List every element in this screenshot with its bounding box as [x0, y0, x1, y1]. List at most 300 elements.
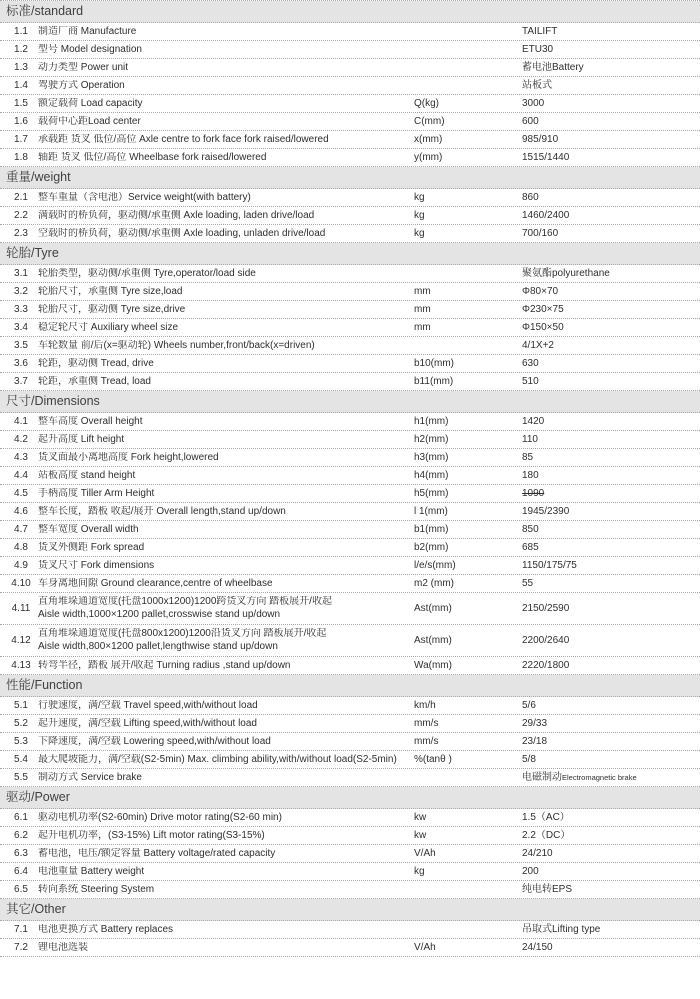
- row-label: [38, 340, 412, 352]
- row-value-text: 2220/1800: [522, 659, 570, 671]
- spec-row: [0, 77, 700, 95]
- row-value-text: 吊取式Lifting type: [522, 923, 601, 935]
- row-value: [520, 942, 700, 954]
- spec-row: [0, 207, 700, 225]
- spec-row: [0, 373, 700, 391]
- row-unit: y(mm): [414, 151, 443, 163]
- spec-row: [0, 355, 700, 373]
- row-unit: h3(mm): [414, 451, 449, 463]
- row-label: [38, 376, 412, 388]
- row-label: [38, 452, 412, 464]
- row-unit: kw: [414, 829, 427, 841]
- row-value-text: 850: [522, 523, 539, 535]
- row-label-line1: 整车高度 Overall height: [38, 415, 143, 427]
- row-value: [520, 488, 700, 500]
- row-label: [38, 358, 412, 370]
- row-unit: x(mm): [414, 133, 443, 145]
- row-value: [520, 152, 700, 164]
- row-value: [520, 416, 700, 428]
- row-number: 1.8: [14, 151, 28, 163]
- row-label: [38, 736, 412, 748]
- row-number: 4.8: [14, 541, 28, 553]
- row-value-text: 1515/1440: [522, 151, 570, 163]
- spec-row: [0, 575, 700, 593]
- row-number: 2.1: [14, 191, 28, 203]
- row-value: [520, 62, 700, 74]
- spec-row: [0, 863, 700, 881]
- row-value-text: 1420: [522, 415, 545, 427]
- spec-row: [0, 59, 700, 77]
- row-label-line1: 车身离地间隙 Ground clearance,centre of wheelbase: [38, 577, 273, 589]
- spec-row: [0, 113, 700, 131]
- row-value: [520, 718, 700, 730]
- row-unit: b11(mm): [414, 375, 454, 387]
- spec-row: [0, 467, 700, 485]
- row-label: [38, 62, 412, 74]
- spec-row: [0, 131, 700, 149]
- row-label-line1: 货叉外侧距 Fork spread: [38, 541, 145, 553]
- spec-row: [0, 337, 700, 355]
- row-value-text: 2200/2640: [522, 634, 570, 646]
- row-unit: Wa(mm): [414, 659, 452, 671]
- row-value: [520, 192, 700, 204]
- spec-row: [0, 149, 700, 167]
- row-value: [520, 44, 700, 56]
- row-unit: kw: [414, 811, 427, 823]
- row-value-text: 860: [522, 191, 539, 203]
- row-label: [38, 304, 412, 316]
- row-unit: mm: [414, 321, 431, 333]
- row-number: 3.2: [14, 285, 28, 297]
- row-label: [38, 210, 412, 222]
- row-label-line1: 承载距 货叉 低位/高位 Axle centre to fork face fork raised/lowered: [38, 133, 329, 145]
- row-number: 4.12: [11, 634, 31, 646]
- row-label: [38, 286, 412, 298]
- spec-row: [0, 431, 700, 449]
- row-unit: b1(mm): [414, 523, 449, 535]
- row-label-line1: 站板高度 stand height: [38, 469, 136, 481]
- row-label: [38, 924, 412, 936]
- row-label-line1: 动力类型 Power unit: [38, 61, 129, 73]
- row-label: [38, 80, 412, 92]
- row-label-line1: 驾驶方式 Operation: [38, 79, 125, 91]
- row-value: [520, 603, 700, 615]
- row-label-line1: 手柄高度 Tiller Arm Height: [38, 487, 155, 499]
- spec-row: [0, 751, 700, 769]
- row-value: [520, 26, 700, 38]
- row-label: [38, 848, 412, 860]
- row-label-line1: 最大爬坡能力，满/空载(S2-5min) Max. climbing ability,with/without load(S2-5min): [38, 753, 397, 765]
- spec-row: [0, 733, 700, 751]
- section-header-1: 标准/standard: [0, 1, 700, 23]
- row-label: [38, 884, 412, 896]
- row-label: [38, 44, 412, 56]
- row-number: 4.3: [14, 451, 28, 463]
- row-unit: h2(mm): [414, 433, 449, 445]
- row-number: 4.5: [14, 487, 28, 499]
- spec-row: [0, 557, 700, 575]
- row-label: [38, 152, 412, 164]
- row-number: 4.10: [11, 577, 31, 589]
- spec-row: [0, 921, 700, 939]
- row-label-line1: 轴距 货叉 低位/高位 Wheelbase fork raised/lowered: [38, 151, 267, 163]
- row-number: 1.5: [14, 97, 28, 109]
- spec-row: [0, 625, 700, 657]
- spec-row: [0, 189, 700, 207]
- row-number: 3.6: [14, 357, 28, 369]
- row-value: [520, 812, 700, 824]
- row-number: 3.4: [14, 321, 28, 333]
- row-label: [38, 660, 412, 672]
- row-label: [38, 772, 412, 784]
- row-unit: mm/s: [414, 735, 439, 747]
- row-value-text: 2150/2590: [522, 602, 570, 614]
- row-value: [520, 578, 700, 590]
- spec-row: [0, 503, 700, 521]
- row-unit: b2(mm): [414, 541, 449, 553]
- row-value: [520, 98, 700, 110]
- row-number: 6.3: [14, 847, 28, 859]
- section-header-5: 性能/Function: [0, 675, 700, 697]
- row-number: 2.2: [14, 209, 28, 221]
- section-header-2: 重量/weight: [0, 167, 700, 189]
- row-label: [38, 134, 412, 146]
- spec-row: [0, 23, 700, 41]
- spec-row: [0, 539, 700, 557]
- row-label-line1: 空载时的桥负荷，驱动侧/承重侧 Axle loading, unladen drive/load: [38, 227, 326, 239]
- spec-row: [0, 657, 700, 675]
- row-value-text: 5/6: [522, 699, 536, 711]
- row-label-line1: 转弯半径，踏板 展开/收起 Turning radius ,stand up/down: [38, 659, 291, 671]
- row-value: [520, 866, 700, 878]
- row-label-line1: 载荷中心距Load center: [38, 115, 141, 127]
- row-unit: Ast(mm): [414, 634, 452, 646]
- spec-row: [0, 521, 700, 539]
- section-header-3: 轮胎/Tyre: [0, 243, 700, 265]
- row-label-line1: 轮胎类型，驱动侧/承重侧 Tyre,operator/load side: [38, 267, 256, 279]
- spec-row: [0, 845, 700, 863]
- row-label: [38, 268, 412, 280]
- row-number: 3.3: [14, 303, 28, 315]
- row-value-text: 1090: [522, 487, 545, 499]
- row-label: [38, 812, 412, 824]
- row-number: 1.1: [14, 25, 28, 37]
- row-unit: kg: [414, 227, 425, 239]
- row-value: [520, 660, 700, 672]
- row-value-text: 600: [522, 115, 539, 127]
- spec-row: [0, 827, 700, 845]
- spec-row: [0, 697, 700, 715]
- row-label: [38, 26, 412, 38]
- row-value-text: 85: [522, 451, 534, 463]
- row-number: 4.4: [14, 469, 28, 481]
- row-label-line1: 制造厂商 Manufacture: [38, 25, 137, 37]
- row-label-line1: 直角堆垛通道宽度(托盘1000x1200)1200跨货叉方向 踏板展开/收起: [38, 596, 332, 607]
- row-unit: Ast(mm): [414, 602, 452, 614]
- row-value-text: 700/160: [522, 227, 559, 239]
- row-label: [38, 754, 412, 766]
- row-label: [38, 192, 412, 204]
- row-label: [38, 700, 412, 712]
- row-number: 1.6: [14, 115, 28, 127]
- row-label: [38, 596, 412, 621]
- row-label: [38, 506, 412, 518]
- row-value-text: 685: [522, 541, 539, 553]
- row-value: [520, 542, 700, 554]
- row-value-text: Φ230×75: [522, 303, 564, 315]
- row-value: [520, 228, 700, 240]
- row-label: [38, 98, 412, 110]
- row-number: 4.1: [14, 415, 28, 427]
- row-number: 4.2: [14, 433, 28, 445]
- row-value-text: 1150/175/75: [522, 559, 577, 571]
- row-value: [520, 884, 700, 896]
- spec-row: [0, 301, 700, 319]
- row-label-line1: 货叉面最小离地高度 Fork height,lowered: [38, 451, 219, 463]
- row-label-line1: 下降速度，满/空载 Lowering speed,with/without load: [38, 735, 271, 747]
- row-value-text: Φ150×50: [522, 321, 564, 333]
- row-label-line2: Aisle width,1000×1200 pallet,crosswise stand up/down: [38, 609, 281, 620]
- row-number: 3.1: [14, 267, 28, 279]
- row-value: [520, 434, 700, 446]
- row-value-text: 55: [522, 577, 534, 589]
- row-value-text: 1460/2400: [522, 209, 570, 221]
- row-value-text: 110: [522, 433, 538, 445]
- row-unit: V/Ah: [414, 847, 436, 859]
- row-label: [38, 942, 412, 954]
- row-number: 3.5: [14, 339, 28, 351]
- section-header-7: 其它/Other: [0, 899, 700, 921]
- row-label-line1: 转向系统 Steering System: [38, 883, 155, 895]
- row-label-line1: 整车宽度 Overall width: [38, 523, 139, 535]
- row-number: 4.11: [11, 602, 31, 614]
- spec-row: [0, 225, 700, 243]
- row-value-text: 23/18: [522, 735, 548, 747]
- row-value: [520, 524, 700, 536]
- row-number: 5.4: [14, 753, 28, 765]
- row-label-line1: 锂电池选装: [38, 941, 88, 953]
- row-value: [520, 286, 700, 298]
- row-value: [520, 340, 700, 352]
- row-label-line1: 直角堆垛通道宽度(托盘800x1200)1200沿货叉方向 踏板展开/收起: [38, 628, 327, 639]
- row-label: [38, 470, 412, 482]
- row-unit: b10(mm): [414, 357, 455, 369]
- row-value: [520, 924, 700, 936]
- row-value-text: ETU30: [522, 43, 554, 55]
- row-number: 1.4: [14, 79, 28, 91]
- row-unit: Q(kg): [414, 97, 439, 109]
- spec-row: [0, 41, 700, 59]
- row-value: [520, 268, 700, 280]
- row-label-line1: 型号 Model designation: [38, 43, 142, 55]
- row-unit: V/Ah: [414, 941, 436, 953]
- spec-row: [0, 265, 700, 283]
- row-value: [520, 830, 700, 842]
- row-number: 1.7: [14, 133, 28, 145]
- spec-row: [0, 593, 700, 625]
- spec-row: [0, 881, 700, 899]
- row-label-line1: 货叉尺寸 Fork dimensions: [38, 559, 155, 571]
- row-value: [520, 470, 700, 482]
- spec-row: [0, 449, 700, 467]
- row-unit: km/h: [414, 699, 436, 711]
- row-unit: kg: [414, 865, 425, 877]
- row-number: 4.9: [14, 559, 28, 571]
- row-value-text: 1945/2390: [522, 505, 570, 517]
- row-value-text: 29/33: [522, 717, 548, 729]
- spec-row: [0, 939, 700, 957]
- row-value-text: 蓄电池Battery: [522, 61, 584, 73]
- row-label: [38, 866, 412, 878]
- row-unit: h1(mm): [414, 415, 449, 427]
- row-number: 5.2: [14, 717, 28, 729]
- row-label-line1: 驱动电机功率(S2-60min) Drive motor rating(S2-60 min): [38, 811, 282, 823]
- row-label-line1: 整车重量（含电池）Service weight(with battery): [38, 191, 251, 203]
- row-value: [520, 376, 700, 388]
- row-unit: C(mm): [414, 115, 445, 127]
- row-unit: mm/s: [414, 717, 439, 729]
- row-label-line1: 满载时的桥负荷，驱动侧/承重侧 Axle loading, laden drive/load: [38, 209, 315, 221]
- row-unit: l/e/s(mm): [414, 559, 456, 571]
- row-number: 5.3: [14, 735, 28, 747]
- row-unit: m2 (mm): [414, 577, 454, 589]
- row-number: 1.3: [14, 61, 28, 73]
- row-number: 3.7: [14, 375, 28, 387]
- row-value: [520, 322, 700, 334]
- row-label-line1: 额定载荷 Load capacity: [38, 97, 143, 109]
- row-value-text: TAILIFT: [522, 25, 558, 37]
- row-value: [520, 134, 700, 146]
- row-value-text: 3000: [522, 97, 545, 109]
- spec-row: [0, 485, 700, 503]
- row-unit: kg: [414, 191, 425, 203]
- row-value-text: 4/1X+2: [522, 339, 554, 351]
- row-number: 5.5: [14, 771, 28, 783]
- row-label-line1: 起升电机功率，(S3-15%) Lift motor rating(S3-15%): [38, 829, 265, 841]
- row-number: 4.6: [14, 505, 28, 517]
- row-label: [38, 718, 412, 730]
- row-label-line1: 整车长度，踏板 收起/展开 Overall length,stand up/down: [38, 505, 286, 517]
- row-value: [520, 80, 700, 92]
- row-label-line1: 行驶速度，满/空载 Travel speed,with/without load: [38, 699, 258, 711]
- row-value-text: 510: [522, 375, 539, 387]
- row-label: [38, 578, 412, 590]
- spec-row: [0, 283, 700, 301]
- row-number: 4.13: [11, 659, 31, 671]
- row-label: [38, 434, 412, 446]
- row-label: [38, 628, 412, 653]
- row-value: [520, 754, 700, 766]
- row-value: [520, 452, 700, 464]
- row-value-text: 1.5（AC）: [522, 811, 570, 823]
- row-label-line1: 起升速度，满/空载 Lifting speed,with/without load: [38, 717, 257, 729]
- section-header-6: 驱动/Power: [0, 787, 700, 809]
- row-value-suffix: Electromagnetic brake: [562, 772, 637, 782]
- row-label-line1: 电池更换方式 Battery replaces: [38, 923, 174, 935]
- row-value: [520, 304, 700, 316]
- row-label: [38, 560, 412, 572]
- row-value-text: 站板式: [522, 79, 552, 91]
- spec-row: [0, 769, 700, 787]
- row-value-text: 聚氨酯polyurethane: [522, 267, 610, 279]
- row-label: [38, 116, 412, 128]
- row-label-line1: 轮胎尺寸，驱动侧 Tyre size,drive: [38, 303, 186, 315]
- row-label-line1: 轮距，承重侧 Tread, load: [38, 375, 151, 387]
- row-number: 6.2: [14, 829, 28, 841]
- row-number: 1.2: [14, 43, 28, 55]
- row-label-line1: 蓄电池，电压/额定容量 Battery voltage/rated capacity: [38, 847, 276, 859]
- row-label: [38, 416, 412, 428]
- row-value: [520, 700, 700, 712]
- section-header-4: 尺寸/Dimensions: [0, 391, 700, 413]
- row-label-line1: 电池重量 Battery weight: [38, 865, 145, 877]
- row-value-text: 180: [522, 469, 539, 481]
- row-value: [520, 506, 700, 518]
- row-label: [38, 488, 412, 500]
- row-label-line1: 车轮数量 前/后(x=驱动轮) Wheels number,front/back(x=driven): [38, 339, 315, 351]
- row-value: [520, 736, 700, 748]
- row-unit: mm: [414, 285, 431, 297]
- row-unit: mm: [414, 303, 431, 315]
- row-number: 4.7: [14, 523, 28, 535]
- row-value-text: 纯电转EPS: [522, 883, 573, 895]
- row-label: [38, 830, 412, 842]
- row-value: [520, 560, 700, 572]
- row-label: [38, 228, 412, 240]
- row-label-line1: 稳定轮尺寸 Auxiliary wheel size: [38, 321, 179, 333]
- row-value: [520, 848, 700, 860]
- row-value: [520, 772, 700, 784]
- row-unit: h4(mm): [414, 469, 449, 481]
- spec-row: [0, 95, 700, 113]
- row-label: [38, 322, 412, 334]
- row-label-line1: 轮胎尺寸，承重侧 Tyre size,load: [38, 285, 183, 297]
- row-value-text: 200: [522, 865, 539, 877]
- row-value-text: 24/210: [522, 847, 553, 859]
- row-value: [520, 210, 700, 222]
- row-number: 6.5: [14, 883, 28, 895]
- row-label-line1: 起升高度 Lift height: [38, 433, 125, 445]
- row-value: [520, 635, 700, 647]
- row-value-text: 电磁制动: [522, 771, 562, 783]
- row-value-text: 24/150: [522, 941, 553, 953]
- row-label-line1: 制动方式 Service brake: [38, 771, 142, 783]
- row-number: 7.2: [14, 941, 28, 953]
- row-label: [38, 524, 412, 536]
- row-value-text: 985/910: [522, 133, 559, 145]
- row-value: [520, 116, 700, 128]
- row-unit: kg: [414, 209, 425, 221]
- row-number: 5.1: [14, 699, 28, 711]
- row-label-line1: 轮距，驱动侧 Tread, drive: [38, 357, 154, 369]
- row-number: 6.4: [14, 865, 28, 877]
- row-label: [38, 542, 412, 554]
- row-value: [520, 358, 700, 370]
- row-value-text: Φ80×70: [522, 285, 559, 297]
- row-number: 2.3: [14, 227, 28, 239]
- row-unit: l 1(mm): [414, 505, 448, 517]
- row-value-text: 2.2（DC）: [522, 829, 571, 841]
- row-value-text: 630: [522, 357, 539, 369]
- spec-row: [0, 715, 700, 733]
- row-label-line2: Aisle width,800×1200 pallet,lengthwise stand up/down: [38, 641, 278, 652]
- spec-row: [0, 809, 700, 827]
- spec-row: [0, 319, 700, 337]
- row-unit: %(tanθ ): [414, 753, 452, 765]
- spec-row: [0, 413, 700, 431]
- row-number: 6.1: [14, 811, 28, 823]
- row-value-text: 5/8: [522, 753, 536, 765]
